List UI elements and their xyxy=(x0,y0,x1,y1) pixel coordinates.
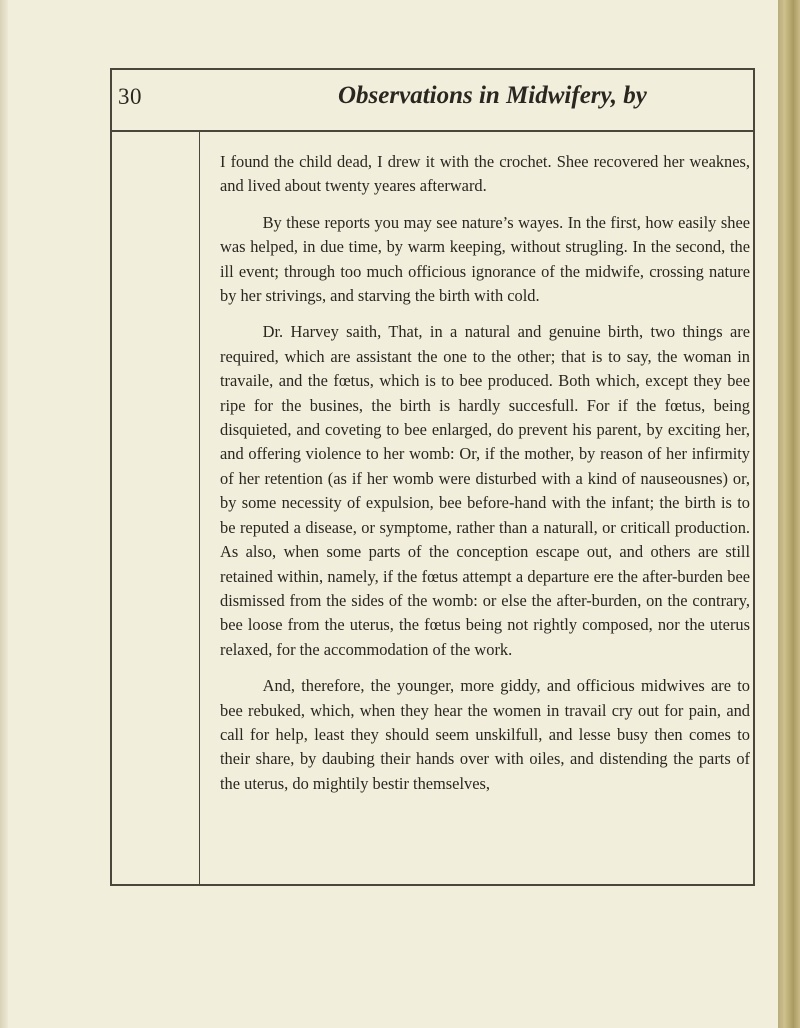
page-number: 30 xyxy=(118,84,142,109)
header-rule xyxy=(110,130,755,132)
body-text xyxy=(220,150,750,796)
page-edge xyxy=(0,0,8,1028)
running-title: Observations in Midwifery, by xyxy=(338,82,647,109)
paragraph: And, therefore, the younger, more giddy, and officious midwives are to bee rebuked, which, when they hear the women in travail cry out for pain, and call for help, least they should seem unskilfull, and lesse busy then comes to their share, by daubing their hands over with oiles, and distending the parts of the uterus, do mightily bestir themselves, xyxy=(220,676,750,793)
paragraph: Dr. Harvey saith, That, in a natural and genuine birth, two things are required, which are assistant the one to the other; that is to say, the woman in travaile, and the fœtus, which is to bee produced. Both which, except they bee ripe for the busines, the birth is hardly succesfull. For if the fœtus, being disquieted, and coveting to bee enlarged, do prevent his parent, by exciting her, and offering violence to her womb: Or, if the mother, by reason of her infirmity of her retention (as if her womb were disturbed with a kind of nauseousnes) or, by some necessity of expulsion, bee before-hand with the infant; the birth is to be reputed a disease, or symptome, rather than a naturall, or criticall production. As also, when some parts of the conception escape out, and others are still retained within, namely, if the fœtus attempt a departure ere the after-burden bee dismissed from the sides of the womb: or else the after-burden, on the contrary, bee loose from the uterus, the fœtus being not rightly composed, nor the uterus relaxed, for the accommodation of the work. xyxy=(220,322,750,659)
paragraph: By these reports you may see nature’s wayes. In the first, how easily shee was helped, in due time, by warm keeping, without strugling. In the second, the ill event; through too much officious ignorance of the midwife, crossing nature by her strivings, and starving the birth with cold. xyxy=(220,212,750,306)
margin-column-rule xyxy=(199,132,200,884)
book-binding-edge xyxy=(778,0,800,1028)
paragraph: I found the child dead, I drew it with the crochet. Shee recovered her weaknes, and lived about twenty yeares afterward. xyxy=(220,152,750,196)
